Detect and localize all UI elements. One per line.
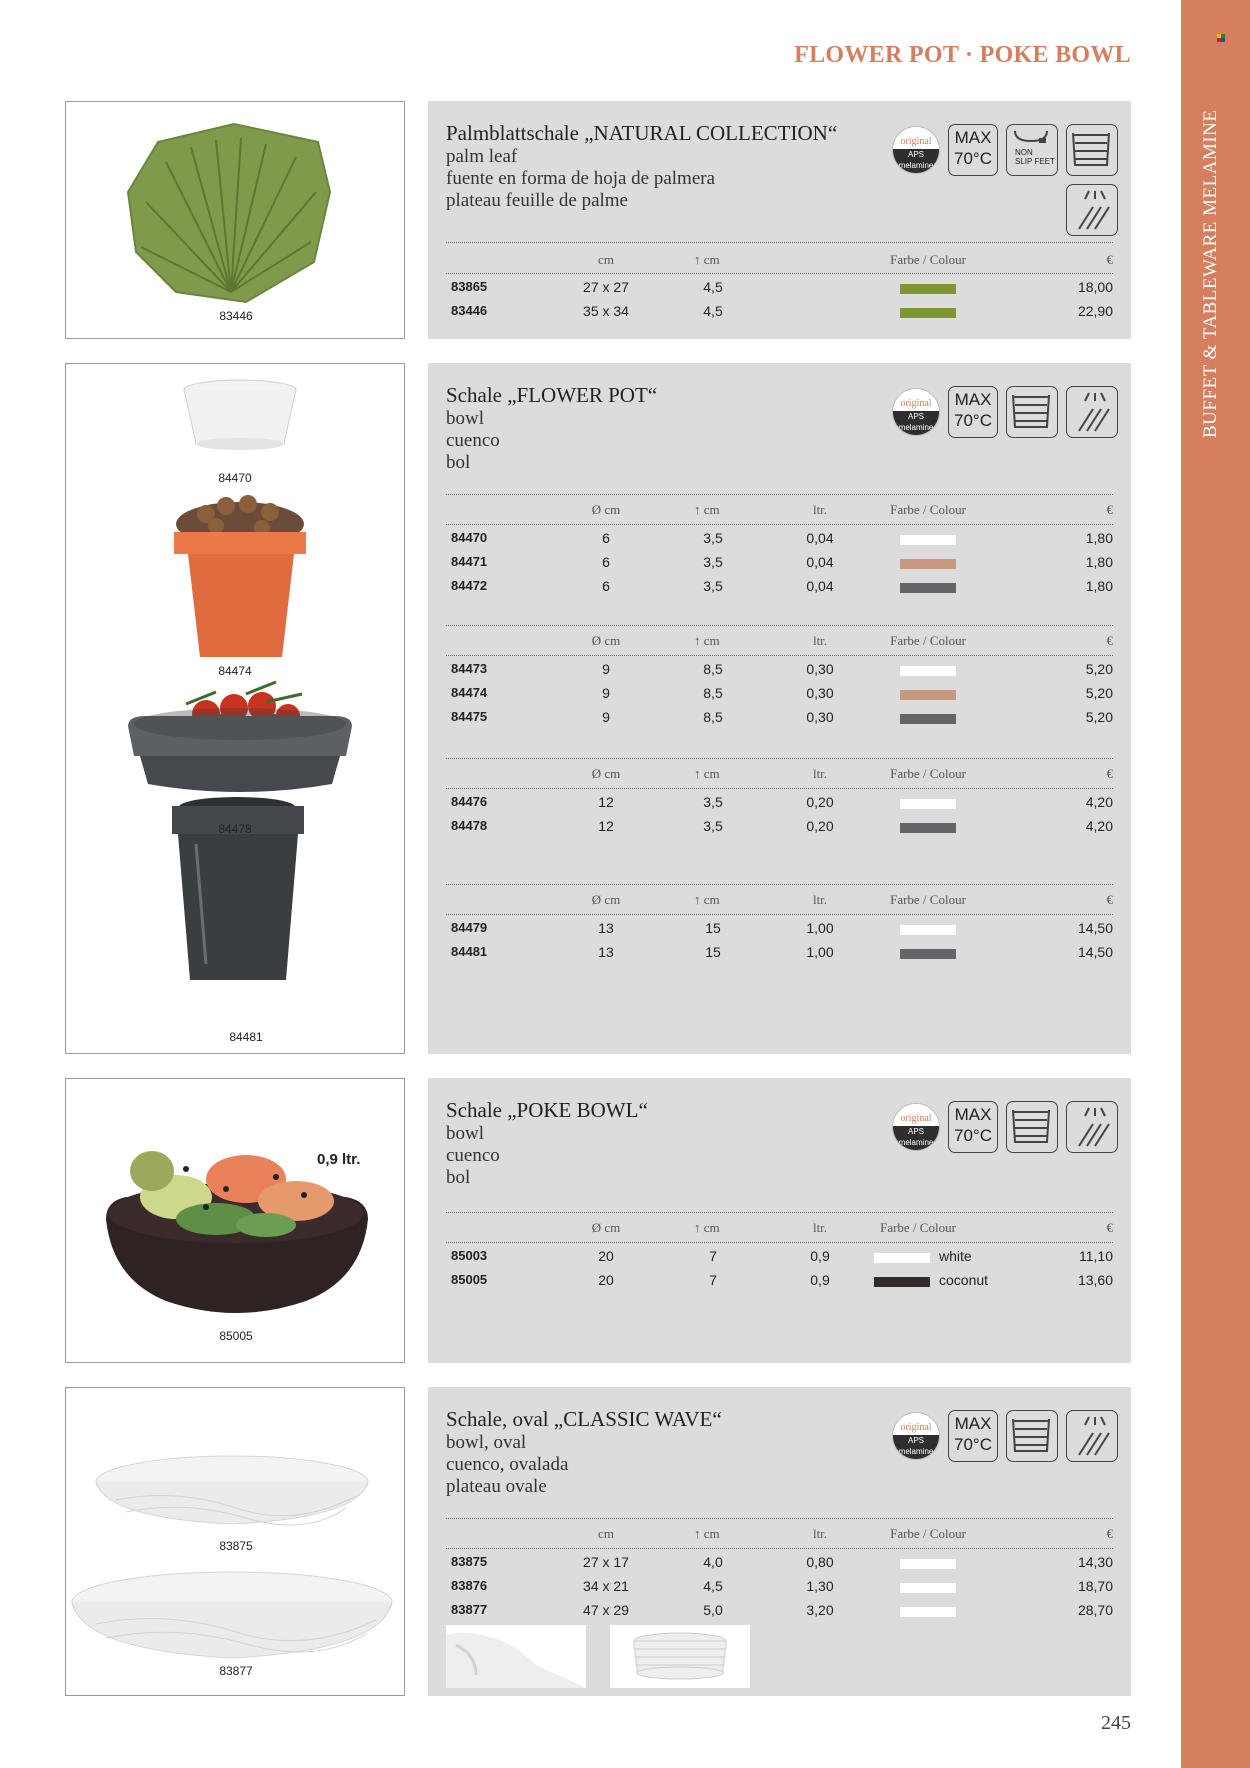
page-number: 245 <box>1101 1712 1131 1734</box>
product-subtitle-en: bowl <box>446 408 484 429</box>
col-header-diameter: Ø cm <box>591 633 621 648</box>
height-value: 15 <box>705 944 721 960</box>
product-title: Schale, oval „CLASSIC WAVE“ <box>446 1407 722 1431</box>
height-arrow-icon: ↑ <box>694 892 701 907</box>
table-row <box>446 1578 1113 1600</box>
article-number: 84473 <box>451 661 488 676</box>
product-subtitle-es: cuenco <box>446 1145 500 1166</box>
table-row <box>446 1272 1113 1294</box>
table-divider <box>446 914 1113 915</box>
table-row <box>446 1602 1113 1624</box>
colour-name: coconut <box>939 1272 989 1288</box>
poke-bowl-image <box>66 1079 406 1364</box>
image-code-label: 83446 <box>219 309 253 323</box>
price-value: 11,10 <box>1079 1248 1113 1264</box>
article-number: 83875 <box>451 1554 488 1569</box>
original-aps-melamine-icon: original APS melamine <box>892 388 940 436</box>
height-value: 3,5 <box>703 554 723 570</box>
original-aps-melamine-icon: original APS melamine <box>892 126 940 174</box>
col-header-height: ↑ cm <box>694 252 720 267</box>
table-row <box>446 303 1113 325</box>
article-number: 83865 <box>451 279 488 294</box>
article-number: 83876 <box>451 1578 488 1593</box>
colour-swatch-grey <box>900 583 956 593</box>
litre-value: 1,00 <box>806 920 834 936</box>
height-value: 4,5 <box>703 1578 723 1594</box>
product-subtitle-en: bowl, oval <box>446 1432 527 1453</box>
size-value: 34 x 21 <box>583 1578 629 1594</box>
table-row <box>446 709 1113 731</box>
table-row <box>446 279 1113 301</box>
article-number: 84481 <box>451 944 488 959</box>
col-header-price: € <box>1106 252 1113 267</box>
col-header-price: € <box>1106 892 1113 907</box>
price-value: 13,60 <box>1077 1272 1113 1288</box>
product-image-box-palm-leaf <box>65 101 405 339</box>
product-image-box-poke-bowl <box>65 1078 405 1363</box>
image-code-label: 84470 <box>218 471 252 485</box>
table-divider <box>446 242 1113 243</box>
col-header-colour: Farbe / Colour <box>890 1526 966 1541</box>
col-header-litre: ltr. <box>812 766 828 781</box>
stackable-icon <box>1006 1410 1058 1462</box>
article-number: 84471 <box>451 554 488 569</box>
height-value: 3,5 <box>703 818 723 834</box>
product-title: Schale „FLOWER POT“ <box>446 383 658 407</box>
image-code-label: 83875 <box>219 1539 253 1553</box>
height-value: 8,5 <box>703 685 723 701</box>
table-row <box>446 944 1113 966</box>
price-value: 4,20 <box>1085 794 1113 810</box>
table-divider <box>446 1212 1113 1213</box>
image-code-label: 83877 <box>219 1664 253 1678</box>
diameter-value: 6 <box>602 530 610 546</box>
price-value: 5,20 <box>1085 709 1113 725</box>
size-value: 27 x 27 <box>583 279 629 295</box>
height-value: 7 <box>709 1272 717 1288</box>
table-divider <box>446 1548 1113 1549</box>
diameter-value: 9 <box>602 685 610 701</box>
height-arrow-icon: ↑ <box>694 1220 701 1235</box>
colour-swatch-grey <box>900 949 956 959</box>
col-header-size: cm <box>598 1526 614 1541</box>
product-subtitle-es: fuente en forma de hoja de palmera <box>446 168 716 189</box>
image-code-label: 84481 <box>229 1030 263 1044</box>
litre-value: 0,30 <box>806 685 834 701</box>
diameter-value: 9 <box>602 709 610 725</box>
height-value: 4,5 <box>703 279 723 295</box>
product-panel-palm-leaf <box>428 101 1131 339</box>
col-header-price: € <box>1106 502 1113 517</box>
col-header-litre: ltr. <box>812 1220 828 1235</box>
col-header-colour: Farbe / Colour <box>890 892 966 907</box>
diameter-value: 20 <box>598 1272 614 1288</box>
product-subtitle-fr: plateau ovale <box>446 1476 547 1497</box>
color-mark-icon <box>1217 34 1225 42</box>
col-header-height: ↑ cm <box>694 1526 720 1541</box>
size-value: 27 x 17 <box>583 1554 629 1570</box>
price-value: 22,90 <box>1077 303 1113 319</box>
price-value: 14,50 <box>1077 944 1113 960</box>
sidebar-category-label: BUFFET & TABLEWARE MELAMINE <box>1200 109 1221 438</box>
article-number: 84475 <box>451 709 488 724</box>
col-header-size: cm <box>598 252 614 267</box>
table-divider <box>446 1518 1113 1519</box>
table-divider <box>446 524 1113 525</box>
diameter-value: 13 <box>598 920 614 936</box>
col-header-colour: Farbe / Colour <box>890 252 966 267</box>
max-temperature-icon: MAX 70°C <box>948 124 998 176</box>
litre-value: 0,80 <box>806 1554 834 1570</box>
table-divider <box>446 758 1113 759</box>
original-aps-melamine-icon: original APS melamine <box>892 1103 940 1151</box>
litre-value: 0,04 <box>806 554 834 570</box>
size-value: 35 x 34 <box>583 303 629 319</box>
height-value: 3,5 <box>703 530 723 546</box>
litre-value: 0,20 <box>806 818 834 834</box>
litre-value: 0,30 <box>806 661 834 677</box>
diameter-value: 12 <box>598 794 614 810</box>
height-value: 15 <box>705 920 721 936</box>
colour-swatch-white <box>900 925 956 935</box>
article-number: 85005 <box>451 1272 488 1287</box>
article-number: 84474 <box>451 685 488 700</box>
table-divider <box>446 884 1113 885</box>
litre-value: 0,9 <box>810 1272 830 1288</box>
product-panel-poke-bowl <box>428 1078 1131 1363</box>
product-panel-classic-wave <box>428 1387 1131 1696</box>
colour-swatch-grey <box>900 823 956 833</box>
colour-name: white <box>939 1248 972 1264</box>
table-row <box>446 685 1113 707</box>
col-header-height: ↑ cm <box>694 502 720 517</box>
height-arrow-icon: ↑ <box>694 252 701 267</box>
product-image-box-flower-pot <box>65 363 405 1054</box>
col-header-diameter: Ø cm <box>591 502 621 517</box>
table-divider <box>446 625 1113 626</box>
product-subtitle-en: palm leaf <box>446 146 518 167</box>
product-panel-flower-pot <box>428 363 1131 1054</box>
height-value: 4,0 <box>703 1554 723 1570</box>
col-header-height: ↑ cm <box>694 633 720 648</box>
article-number: 85003 <box>451 1248 488 1263</box>
colour-swatch-white <box>900 535 956 545</box>
litre-value: 0,30 <box>806 709 834 725</box>
col-header-price: € <box>1106 1526 1113 1541</box>
col-header-diameter: Ø cm <box>591 892 621 907</box>
page-title: FLOWER POT · POKE BOWL <box>794 42 1131 68</box>
litre-value: 0,04 <box>806 530 834 546</box>
max-temperature-icon: MAX 70°C <box>948 1410 998 1462</box>
col-header-price: € <box>1106 1220 1113 1235</box>
colour-swatch-white <box>900 666 956 676</box>
price-value: 18,00 <box>1077 279 1113 295</box>
table-row <box>446 794 1113 816</box>
height-value: 8,5 <box>703 709 723 725</box>
flower-pot-images <box>66 364 406 1055</box>
article-number: 84472 <box>451 578 488 593</box>
colour-swatch-coconut <box>874 1277 930 1287</box>
height-value: 3,5 <box>703 578 723 594</box>
size-value: 47 x 29 <box>583 1602 629 1618</box>
diameter-value: 6 <box>602 578 610 594</box>
col-header-diameter: Ø cm <box>591 1220 621 1235</box>
image-code-label: 84474 <box>218 664 252 678</box>
stacked-bowls-thumbnail <box>610 1625 750 1688</box>
col-header-colour: Farbe / Colour <box>890 633 966 648</box>
diameter-value: 6 <box>602 554 610 570</box>
colour-swatch-terracotta <box>900 559 956 569</box>
dishwasher-safe-icon <box>1066 1101 1118 1153</box>
table-row <box>446 661 1113 683</box>
article-number: 84478 <box>451 818 488 833</box>
height-value: 5,0 <box>703 1602 723 1618</box>
price-value: 14,50 <box>1077 920 1113 936</box>
litre-value: 1,00 <box>806 944 834 960</box>
colour-swatch-green <box>900 284 956 294</box>
table-divider <box>446 1242 1113 1243</box>
height-value: 8,5 <box>703 661 723 677</box>
diameter-value: 9 <box>602 661 610 677</box>
height-arrow-icon: ↑ <box>694 1526 701 1541</box>
product-subtitle-fr: bol <box>446 1167 471 1188</box>
product-subtitle-es: cuenco, ovalada <box>446 1454 569 1475</box>
colour-swatch-white <box>900 1607 956 1617</box>
litre-value: 0,9 <box>810 1248 830 1264</box>
col-header-price: € <box>1106 633 1113 648</box>
price-value: 1,80 <box>1085 554 1113 570</box>
table-row <box>446 530 1113 552</box>
price-value: 14,30 <box>1077 1554 1113 1570</box>
product-subtitle-en: bowl <box>446 1123 484 1144</box>
col-header-colour: Farbe / Colour <box>890 766 966 781</box>
palm-leaf-dish-image <box>66 102 406 340</box>
table-divider <box>446 788 1113 789</box>
product-subtitle-fr: bol <box>446 452 471 473</box>
product-title: Schale „POKE BOWL“ <box>446 1098 648 1122</box>
stackable-icon <box>1006 1101 1058 1153</box>
dishwasher-safe-icon <box>1066 184 1118 236</box>
diameter-value: 12 <box>598 818 614 834</box>
col-header-height: ↑ cm <box>694 892 720 907</box>
article-number: 84476 <box>451 794 488 809</box>
height-value: 7 <box>709 1248 717 1264</box>
article-number: 84470 <box>451 530 488 545</box>
dishwasher-safe-icon <box>1066 386 1118 438</box>
colour-swatch-white <box>900 1559 956 1569</box>
original-aps-melamine-icon: original APS melamine <box>892 1412 940 1460</box>
diameter-value: 13 <box>598 944 614 960</box>
colour-swatch-white <box>900 799 956 809</box>
col-header-price: € <box>1106 766 1113 781</box>
non-slip-feet-icon: NON SLIP FEET <box>1006 124 1058 176</box>
product-title: Palmblattschale „NATURAL COLLECTION“ <box>446 121 838 145</box>
table-row <box>446 920 1113 942</box>
stackable-icon <box>1006 386 1058 438</box>
product-subtitle-es: cuenco <box>446 430 500 451</box>
price-value: 1,80 <box>1085 578 1113 594</box>
dishwasher-safe-icon <box>1066 1410 1118 1462</box>
litre-value: 0,20 <box>806 794 834 810</box>
volume-callout: 0,9 ltr. <box>317 1151 361 1168</box>
stackable-icon <box>1066 124 1118 176</box>
litre-value: 0,04 <box>806 578 834 594</box>
table-row <box>446 1248 1113 1270</box>
image-code-label: 84478 <box>218 822 252 836</box>
colour-swatch-terracotta <box>900 690 956 700</box>
height-arrow-icon: ↑ <box>694 633 701 648</box>
price-value: 5,20 <box>1085 685 1113 701</box>
col-header-litre: ltr. <box>812 892 828 907</box>
col-header-height: ↑ cm <box>694 766 720 781</box>
table-divider <box>446 655 1113 656</box>
colour-swatch-white <box>874 1253 930 1263</box>
table-row <box>446 578 1113 600</box>
col-header-diameter: Ø cm <box>591 766 621 781</box>
max-temperature-icon: MAX 70°C <box>948 386 998 438</box>
col-header-litre: ltr. <box>812 502 828 517</box>
height-value: 4,5 <box>703 303 723 319</box>
col-header-litre: ltr. <box>812 1526 828 1541</box>
price-value: 28,70 <box>1077 1602 1113 1618</box>
max-temperature-icon: MAX 70°C <box>948 1101 998 1153</box>
price-value: 5,20 <box>1085 661 1113 677</box>
diameter-value: 20 <box>598 1248 614 1264</box>
height-value: 3,5 <box>703 794 723 810</box>
litre-value: 3,20 <box>806 1602 834 1618</box>
product-subtitle-fr: plateau feuille de palme <box>446 190 628 211</box>
col-header-colour: Farbe / Colour <box>890 502 966 517</box>
table-divider <box>446 494 1113 495</box>
wave-detail-thumbnail <box>446 1625 586 1688</box>
table-row <box>446 1554 1113 1576</box>
price-value: 1,80 <box>1085 530 1113 546</box>
article-number: 84479 <box>451 920 488 935</box>
col-header-colour: Farbe / Colour <box>880 1220 956 1235</box>
table-row <box>446 818 1113 840</box>
image-code-label: 85005 <box>219 1329 253 1343</box>
table-divider <box>446 273 1113 274</box>
price-value: 4,20 <box>1085 818 1113 834</box>
height-arrow-icon: ↑ <box>694 502 701 517</box>
colour-swatch-white <box>900 1583 956 1593</box>
colour-swatch-green <box>900 308 956 318</box>
height-arrow-icon: ↑ <box>694 766 701 781</box>
product-image-box-classic-wave <box>65 1387 405 1696</box>
col-header-height: ↑ cm <box>694 1220 720 1235</box>
col-header-litre: ltr. <box>812 633 828 648</box>
litre-value: 1,30 <box>806 1578 834 1594</box>
price-value: 18,70 <box>1077 1578 1113 1594</box>
table-row <box>446 554 1113 576</box>
article-number: 83877 <box>451 1602 488 1617</box>
article-number: 83446 <box>451 303 488 318</box>
colour-swatch-grey <box>900 714 956 724</box>
